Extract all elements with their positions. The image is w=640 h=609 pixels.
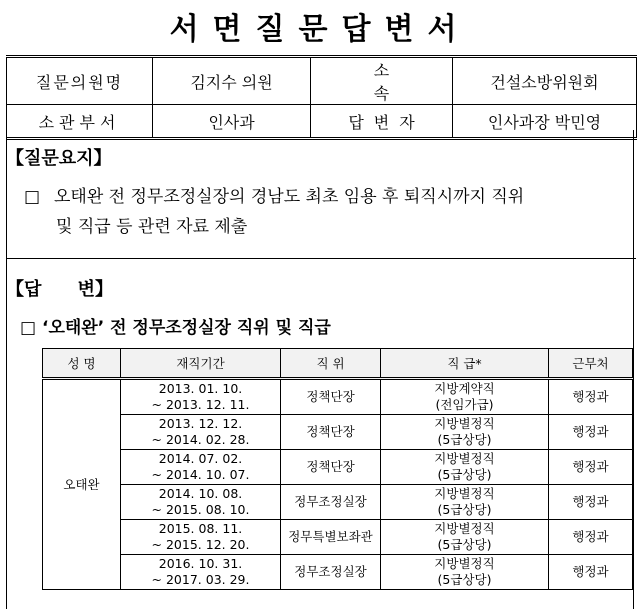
- grade-cell: 지방별정직 (5급상당): [381, 485, 549, 520]
- position-cell: 정무조정실장: [281, 485, 381, 520]
- col-position: 직 위: [281, 349, 381, 379]
- career-header-row: [43, 349, 633, 379]
- career-table: [42, 348, 633, 590]
- period-cell: 2013. 12. 12. ~ 2014. 02. 28.: [121, 415, 281, 450]
- affiliation-label: 소 속: [311, 57, 453, 105]
- answerer-label: 답변자: [311, 105, 453, 139]
- period-cell: 2014. 10. 08. ~ 2015. 08. 10.: [121, 485, 281, 520]
- checkbox-icon: □: [24, 187, 41, 207]
- affiliation-value: 건설소방위원회: [453, 57, 637, 105]
- question-member-value: 김지수 의원: [153, 57, 311, 105]
- answerer-value: 인사과장 박민영: [453, 105, 637, 139]
- position-cell: 정책단장: [281, 379, 381, 415]
- period-cell: 2016. 10. 31. ~ 2017. 03. 29.: [121, 555, 281, 590]
- left-border: [0, 130, 7, 609]
- col-period: 재직기간: [121, 349, 281, 379]
- workplace-cell: 행정과: [549, 555, 633, 590]
- period-cell: 2013. 01. 10. ~ 2013. 12. 11.: [121, 379, 281, 415]
- table-row: [43, 450, 633, 485]
- document-title: 서면질문답변서: [169, 12, 471, 47]
- workplace-cell: 행정과: [549, 520, 633, 555]
- table-row: [43, 485, 633, 520]
- period-cell: 2015. 08. 11. ~ 2015. 12. 20.: [121, 520, 281, 555]
- info-table: [6, 55, 637, 140]
- table-row: [43, 555, 633, 590]
- answer-subheading: □ ‘오태완’ 전 정무조정실장 직위 및 직급: [20, 318, 331, 338]
- question-text: [24, 182, 636, 242]
- col-workplace: 근무처: [549, 349, 633, 379]
- grade-cell: 지방별정직 (5급상당): [381, 415, 549, 450]
- position-cell: 정책단장: [281, 415, 381, 450]
- grade-cell: 지방계약직 (전임가급): [381, 379, 549, 415]
- workplace-cell: 행정과: [549, 415, 633, 450]
- answer-heading: 【답 변】: [6, 279, 114, 300]
- workplace-cell: 행정과: [549, 379, 633, 415]
- col-grade: 직 급*: [381, 349, 549, 379]
- question-line-2: 및 직급 등 관련 자료 제출: [56, 217, 248, 237]
- info-row: [7, 105, 637, 139]
- period-cell: 2014. 07. 02. ~ 2014. 10. 07.: [121, 450, 281, 485]
- question-heading: 【질문요지】: [6, 148, 112, 169]
- workplace-cell: 행정과: [549, 485, 633, 520]
- question-member-label: 질문의원명: [7, 57, 153, 105]
- grade-cell: 지방별정직 (5급상당): [381, 520, 549, 555]
- workplace-cell: 행정과: [549, 450, 633, 485]
- employee-name: 오태완: [43, 379, 121, 590]
- grade-cell: 지방별정직 (5급상당): [381, 555, 549, 590]
- department-value: 인사과: [153, 105, 311, 139]
- grade-cell: 지방별정직 (5급상당): [381, 450, 549, 485]
- col-name: 성 명: [43, 349, 121, 379]
- section-divider: [6, 258, 636, 259]
- table-row: [43, 415, 633, 450]
- department-label: 소관부서: [7, 105, 153, 139]
- info-row: [7, 57, 637, 105]
- position-cell: 정무특별보좌관: [281, 520, 381, 555]
- position-cell: 정책단장: [281, 450, 381, 485]
- table-row: [43, 520, 633, 555]
- position-cell: 정무조정실장: [281, 555, 381, 590]
- question-line-1: □ 오태완 전 정무조정실장의 경남도 최초 임용 후 퇴직시까지 직위: [24, 182, 636, 212]
- table-row: [43, 379, 633, 415]
